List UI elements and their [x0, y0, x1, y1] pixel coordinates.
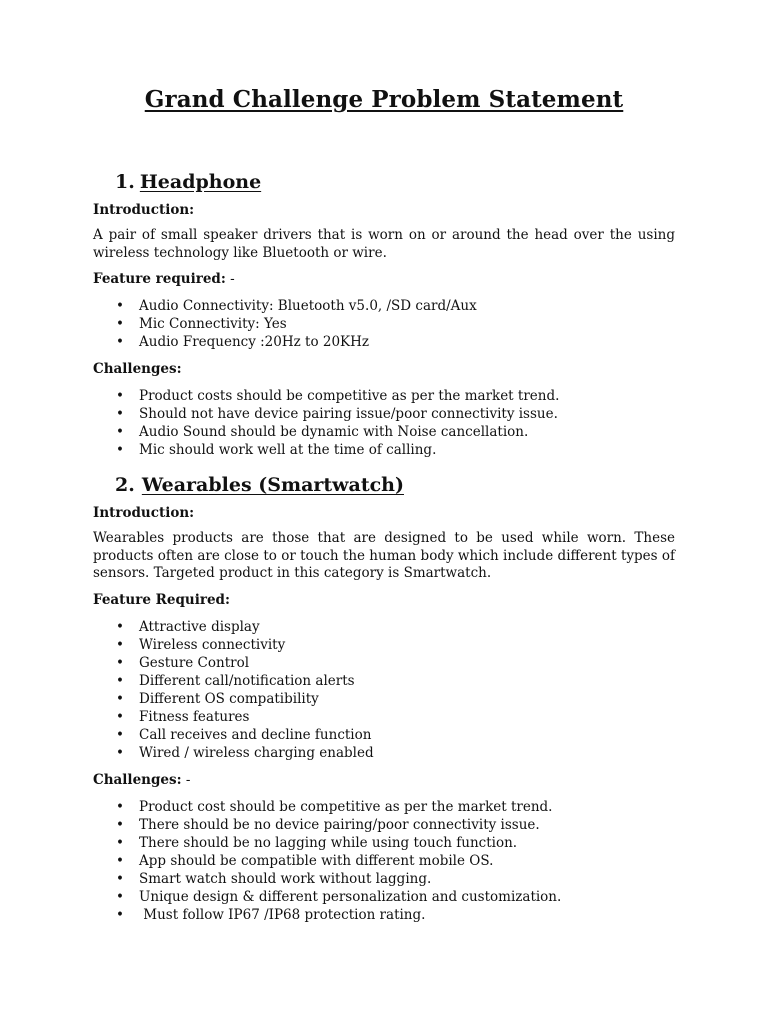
bullet-icon: • [116, 726, 124, 743]
section-2-introduction-text: Wearables products are those that are designed to be used while worn. These products often are close to or touch the human body which include different types of sensors. Targeted product in this category is Smartwatch. [93, 530, 675, 581]
bullet-icon: • [116, 406, 124, 422]
document-page [93, 86, 675, 924]
list-item [93, 744, 675, 762]
section-1-features-label-text: Feature required: [93, 271, 226, 287]
bullet-icon: • [116, 834, 124, 851]
list-item-text: App should be compatible with different mobile OS. [139, 852, 494, 869]
list-item-text: Product cost should be competitive as per the market trend. [139, 798, 553, 815]
section-1-features-label [93, 271, 675, 287]
bullet-icon: • [116, 888, 124, 905]
list-item [93, 870, 675, 888]
list-item-text: Smart watch should work without lagging. [139, 870, 432, 887]
bullet-icon: • [116, 870, 124, 887]
section-2-features-label-text: Feature Required: [93, 591, 230, 608]
bullet-icon: • [116, 672, 124, 689]
list-item-text: Gesture Control [139, 654, 250, 671]
section-1-introduction-label-text: Introduction: [93, 202, 195, 218]
list-item-text: Different OS compatibility [139, 690, 319, 707]
section-2-challenges-label-suffix: - [181, 771, 191, 788]
bullet-icon: • [116, 798, 124, 815]
list-item-text: Wired / wireless charging enabled [139, 744, 374, 761]
list-item [93, 423, 675, 441]
list-item-text: Wireless connectivity [139, 636, 286, 653]
list-item-text: Must follow IP67 /IP68 protection rating. [139, 906, 426, 923]
section-1-introduction-text: A pair of small speaker drivers that is worn on or around the head over the using wireless technology like Bluetooth or wire. [93, 227, 675, 261]
section-2-introduction-label [93, 505, 675, 521]
list-item-text: Unique design & different personalization and customization. [139, 888, 562, 905]
bullet-icon: • [116, 744, 124, 761]
list-item [93, 405, 675, 423]
list-item-text: There should be no lagging while using touch function. [139, 834, 518, 851]
list-item [93, 690, 675, 708]
bullet-icon: • [116, 690, 124, 707]
section-1-introduction-label [93, 202, 675, 218]
section-2-challenges-list [93, 798, 675, 924]
document-title: Grand Challenge Problem Statement [144, 86, 624, 113]
list-item [93, 315, 675, 333]
list-item-text: Mic should work well at the time of calling. [139, 442, 437, 458]
section-1-title: Headphone [139, 171, 262, 193]
bullet-icon: • [116, 388, 124, 404]
list-item [93, 834, 675, 852]
section-1-number: 1. [115, 171, 135, 193]
list-item [93, 333, 675, 351]
section-1-challenges-label-text: Challenges: [93, 361, 182, 377]
section-2-title: Wearables (Smartwatch) [141, 474, 404, 496]
list-item-text: Call receives and decline function [139, 726, 372, 743]
bullet-icon: • [116, 816, 124, 833]
section-2-features-label [93, 592, 675, 608]
list-item [93, 672, 675, 690]
bullet-icon: • [116, 334, 124, 350]
section-1-challenges-label [93, 361, 675, 377]
bullet-icon: • [116, 424, 124, 440]
list-item [93, 888, 675, 906]
section-1-challenges-list [93, 387, 675, 459]
list-item [93, 798, 675, 816]
list-item [93, 852, 675, 870]
bullet-icon: • [116, 852, 124, 869]
list-item [93, 708, 675, 726]
list-item-text: Audio Sound should be dynamic with Noise cancellation. [139, 424, 529, 440]
section-2-features-list [93, 618, 675, 762]
bullet-icon: • [116, 636, 124, 653]
bullet-icon: • [116, 442, 124, 458]
list-item [93, 654, 675, 672]
list-item [93, 441, 675, 459]
list-item-text: Attractive display [139, 618, 260, 635]
bullet-icon: • [116, 298, 124, 314]
section-1-heading [93, 171, 675, 193]
section-2-introduction-label-text: Introduction: [93, 505, 195, 521]
list-item [93, 726, 675, 744]
section-2-heading [93, 474, 675, 496]
list-item [93, 618, 675, 636]
bullet-icon: • [116, 906, 124, 923]
bullet-icon: • [116, 708, 124, 725]
bullet-icon: • [116, 316, 124, 332]
section-1-features-list [93, 297, 675, 351]
bullet-icon: • [116, 618, 124, 635]
list-item [93, 816, 675, 834]
list-item-text: Fitness features [139, 708, 250, 725]
section-1-features-label-suffix: - [225, 271, 235, 287]
list-item [93, 906, 675, 924]
list-item [93, 636, 675, 654]
list-item-text: Product costs should be competitive as per the market trend. [139, 388, 560, 404]
list-item-text: Should not have device pairing issue/poor connectivity issue. [139, 406, 558, 422]
section-2-number: 2. [115, 474, 135, 496]
section-2-challenges-label [93, 772, 675, 788]
bullet-icon: • [116, 654, 124, 671]
list-item-text: Audio Connectivity: Bluetooth v5.0, /SD card/Aux [139, 298, 477, 314]
section-2-challenges-label-text: Challenges: [93, 771, 182, 788]
list-item [93, 297, 675, 315]
list-item-text: Audio Frequency :20Hz to 20KHz [139, 334, 370, 350]
list-item-text: Mic Connectivity: Yes [139, 316, 287, 332]
list-item-text: Different call/notification alerts [139, 672, 355, 689]
list-item-text: There should be no device pairing/poor connectivity issue. [139, 816, 540, 833]
list-item [93, 387, 675, 405]
